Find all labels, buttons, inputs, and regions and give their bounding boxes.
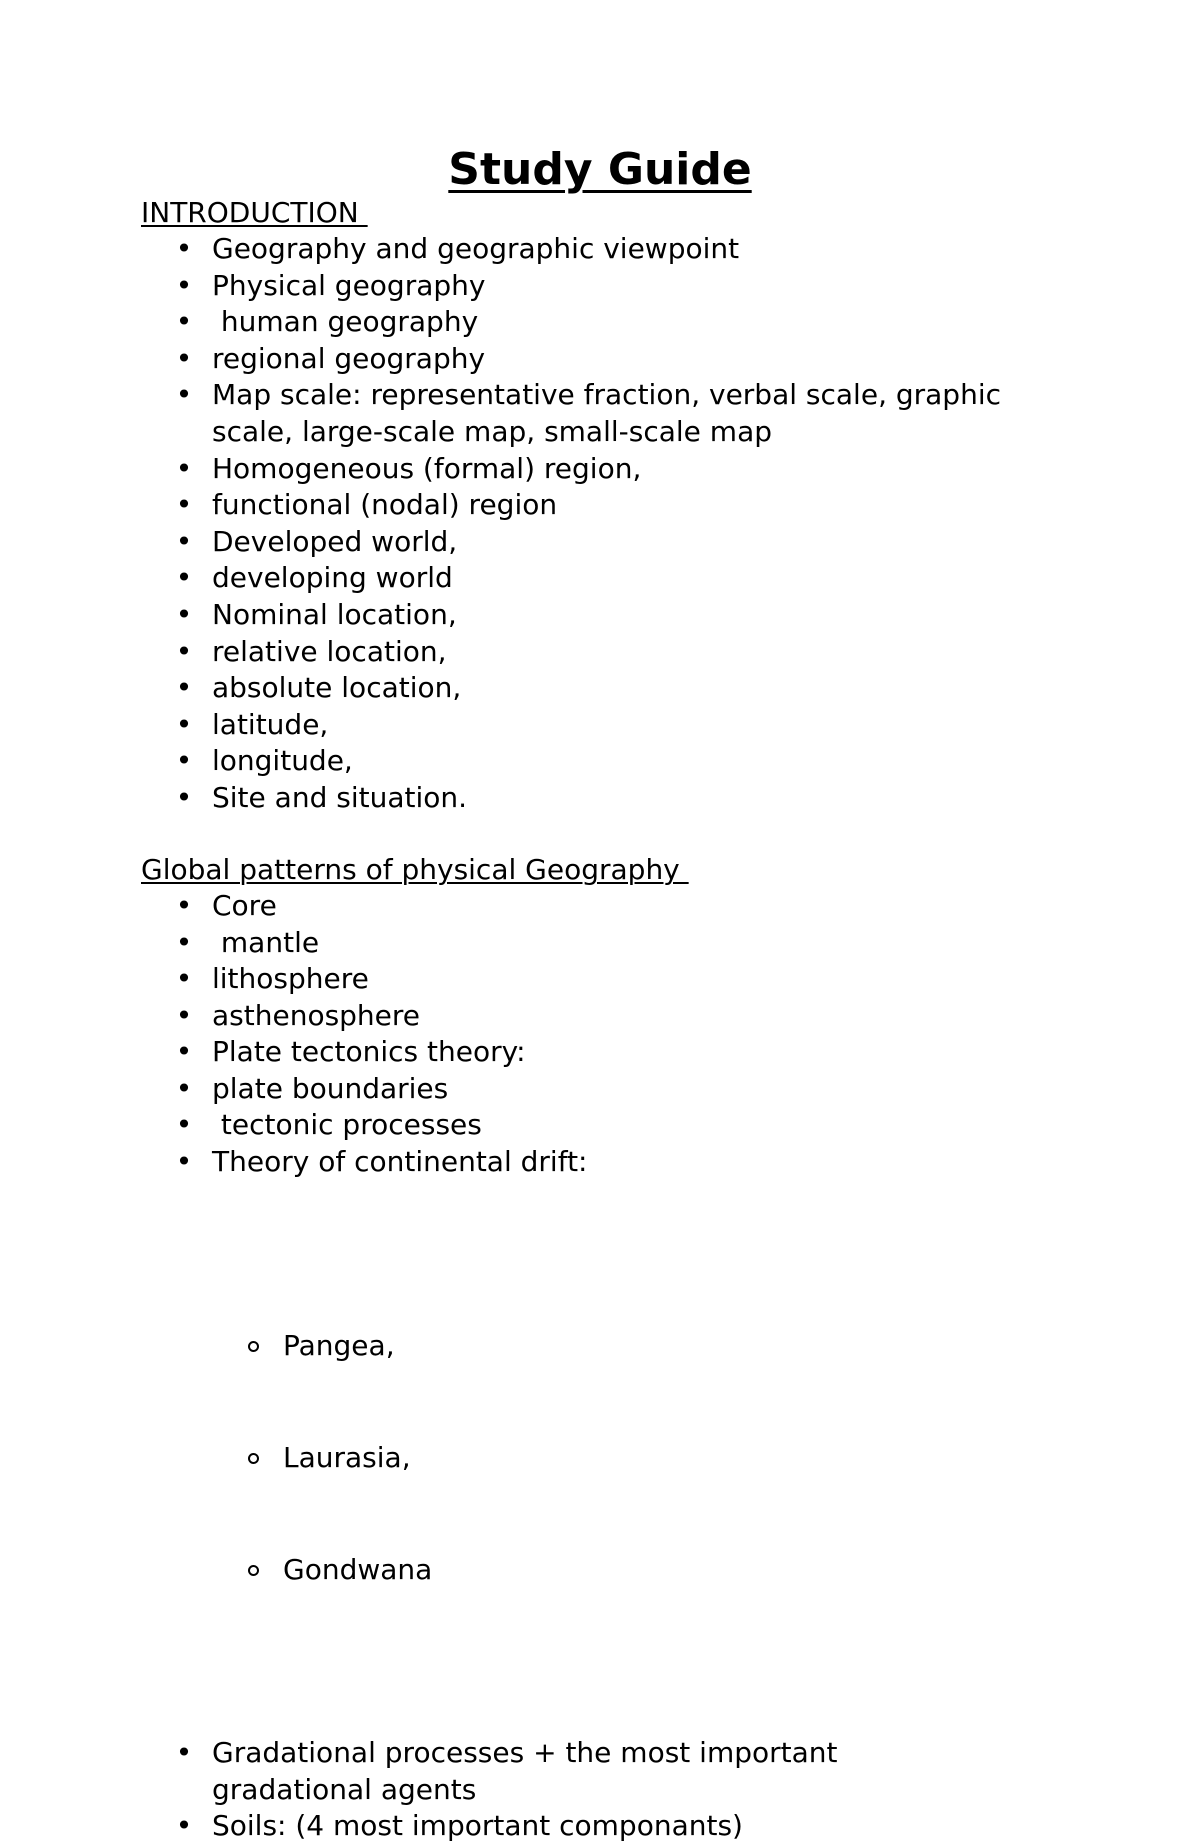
bullet-icon: • [175,524,193,558]
sub-list-item-text: Gondwana [283,1553,433,1586]
bullet-icon: • [175,1144,193,1178]
list-item [141,670,1101,707]
list-item [141,780,1101,817]
bullet-icon: • [175,268,193,302]
bullet-icon: • [175,305,193,339]
sub-list-item [212,1438,1101,1477]
bullet-icon: • [175,744,193,778]
bullet-list [141,231,1101,817]
list-item-text: Map scale: representative fraction, verbal scale, graphic scale, large-scale map, small-scale map [212,378,1010,448]
list-item [141,634,1101,671]
page-title-text: Study Guide [448,144,752,195]
list-item-text: asthenosphere [212,998,421,1032]
bullet-icon: • [175,341,193,375]
list-item [141,1034,1101,1071]
sub-list-item-text: Laurasia, [283,1441,411,1474]
list-item [141,961,1101,998]
list-item [141,1735,1112,1808]
bullet-icon: • [175,488,193,522]
list-item-text: functional (nodal) region [212,488,558,522]
list-item [141,487,1101,524]
list-item-text: Soils: (4 most important componants) [212,1809,743,1842]
list-item-text: Plate tectonics theory: [212,1035,526,1068]
list-item [141,1071,1101,1108]
bullet-icon: • [175,998,193,1032]
list-item-text: relative location, [212,634,447,668]
list-item [141,1107,1101,1144]
list-item-text: Theory of continental drift: [212,1144,588,1178]
list-item [141,231,1101,268]
list-item-text: Geography and geographic viewpoint [212,232,740,265]
list-item-text: plate boundaries [212,1071,449,1105]
list-item-text: Nominal location, [212,597,457,631]
sub-list-item [212,1326,1101,1365]
bullet-list [141,888,1101,1845]
list-item-text: Core [212,889,277,922]
list-item-text: longitude, [212,744,353,778]
bullet-icon: • [175,1736,193,1769]
list-item [141,1808,1101,1845]
list-item [141,304,1101,341]
bullet-icon: • [175,378,193,412]
bullet-icon: • [175,561,193,595]
list-item [141,925,1101,962]
page-title [0,140,1200,200]
list-item [141,377,1112,450]
list-item-text: Developed world, [212,524,458,558]
list-item [141,1144,1101,1736]
list-item [141,524,1101,561]
bullet-icon: • [175,780,193,814]
list-item-text: regional geography [212,341,486,375]
bullet-icon: • [175,597,193,631]
bullet-icon: • [175,1108,193,1141]
list-item-text: latitude, [212,707,329,741]
sub-list-item [212,1550,1101,1589]
section-introduction [141,195,1101,817]
list-item [141,888,1101,925]
list-item-text: Site and situation. [212,780,468,814]
bullet-icon: • [175,962,193,995]
list-item [141,268,1101,305]
list-item [141,451,1101,488]
bullet-icon: • [175,1035,193,1068]
list-item [141,998,1101,1035]
bullet-icon: • [175,671,193,705]
list-item-text: Physical geography [212,268,486,302]
list-item [141,560,1101,597]
bullet-icon: • [175,1071,193,1105]
section-heading: Global patterns of physical Geography [141,853,689,886]
sub-list-item-text: Pangea, [283,1329,395,1362]
list-item-text: lithosphere [212,962,369,995]
list-item-text: Homogeneous (formal) region, [212,451,642,485]
list-item-text: developing world [212,561,453,595]
list-item-text: human geography [212,305,479,339]
list-item-text: Gradational processes + the most important gradational agents [212,1736,847,1806]
circle-bullet-icon [248,1453,259,1464]
bullet-icon: • [175,925,193,959]
list-item [141,597,1101,634]
sub-list [212,1253,1101,1662]
bullet-icon: • [175,232,193,265]
list-item [141,743,1101,780]
section-global-patterns [141,852,1101,1845]
bullet-icon: • [175,889,193,922]
bullet-icon: • [175,1809,193,1842]
bullet-icon: • [175,451,193,485]
bullet-icon: • [175,707,193,741]
circle-bullet-icon [248,1341,259,1352]
bullet-icon: • [175,634,193,668]
list-item-text: absolute location, [212,671,462,705]
list-item [141,707,1101,744]
list-item-text: mantle [212,925,320,959]
list-item [141,341,1101,378]
section-heading: INTRODUCTION [141,196,368,229]
circle-bullet-icon [248,1565,259,1576]
list-item-text: tectonic processes [212,1108,482,1141]
